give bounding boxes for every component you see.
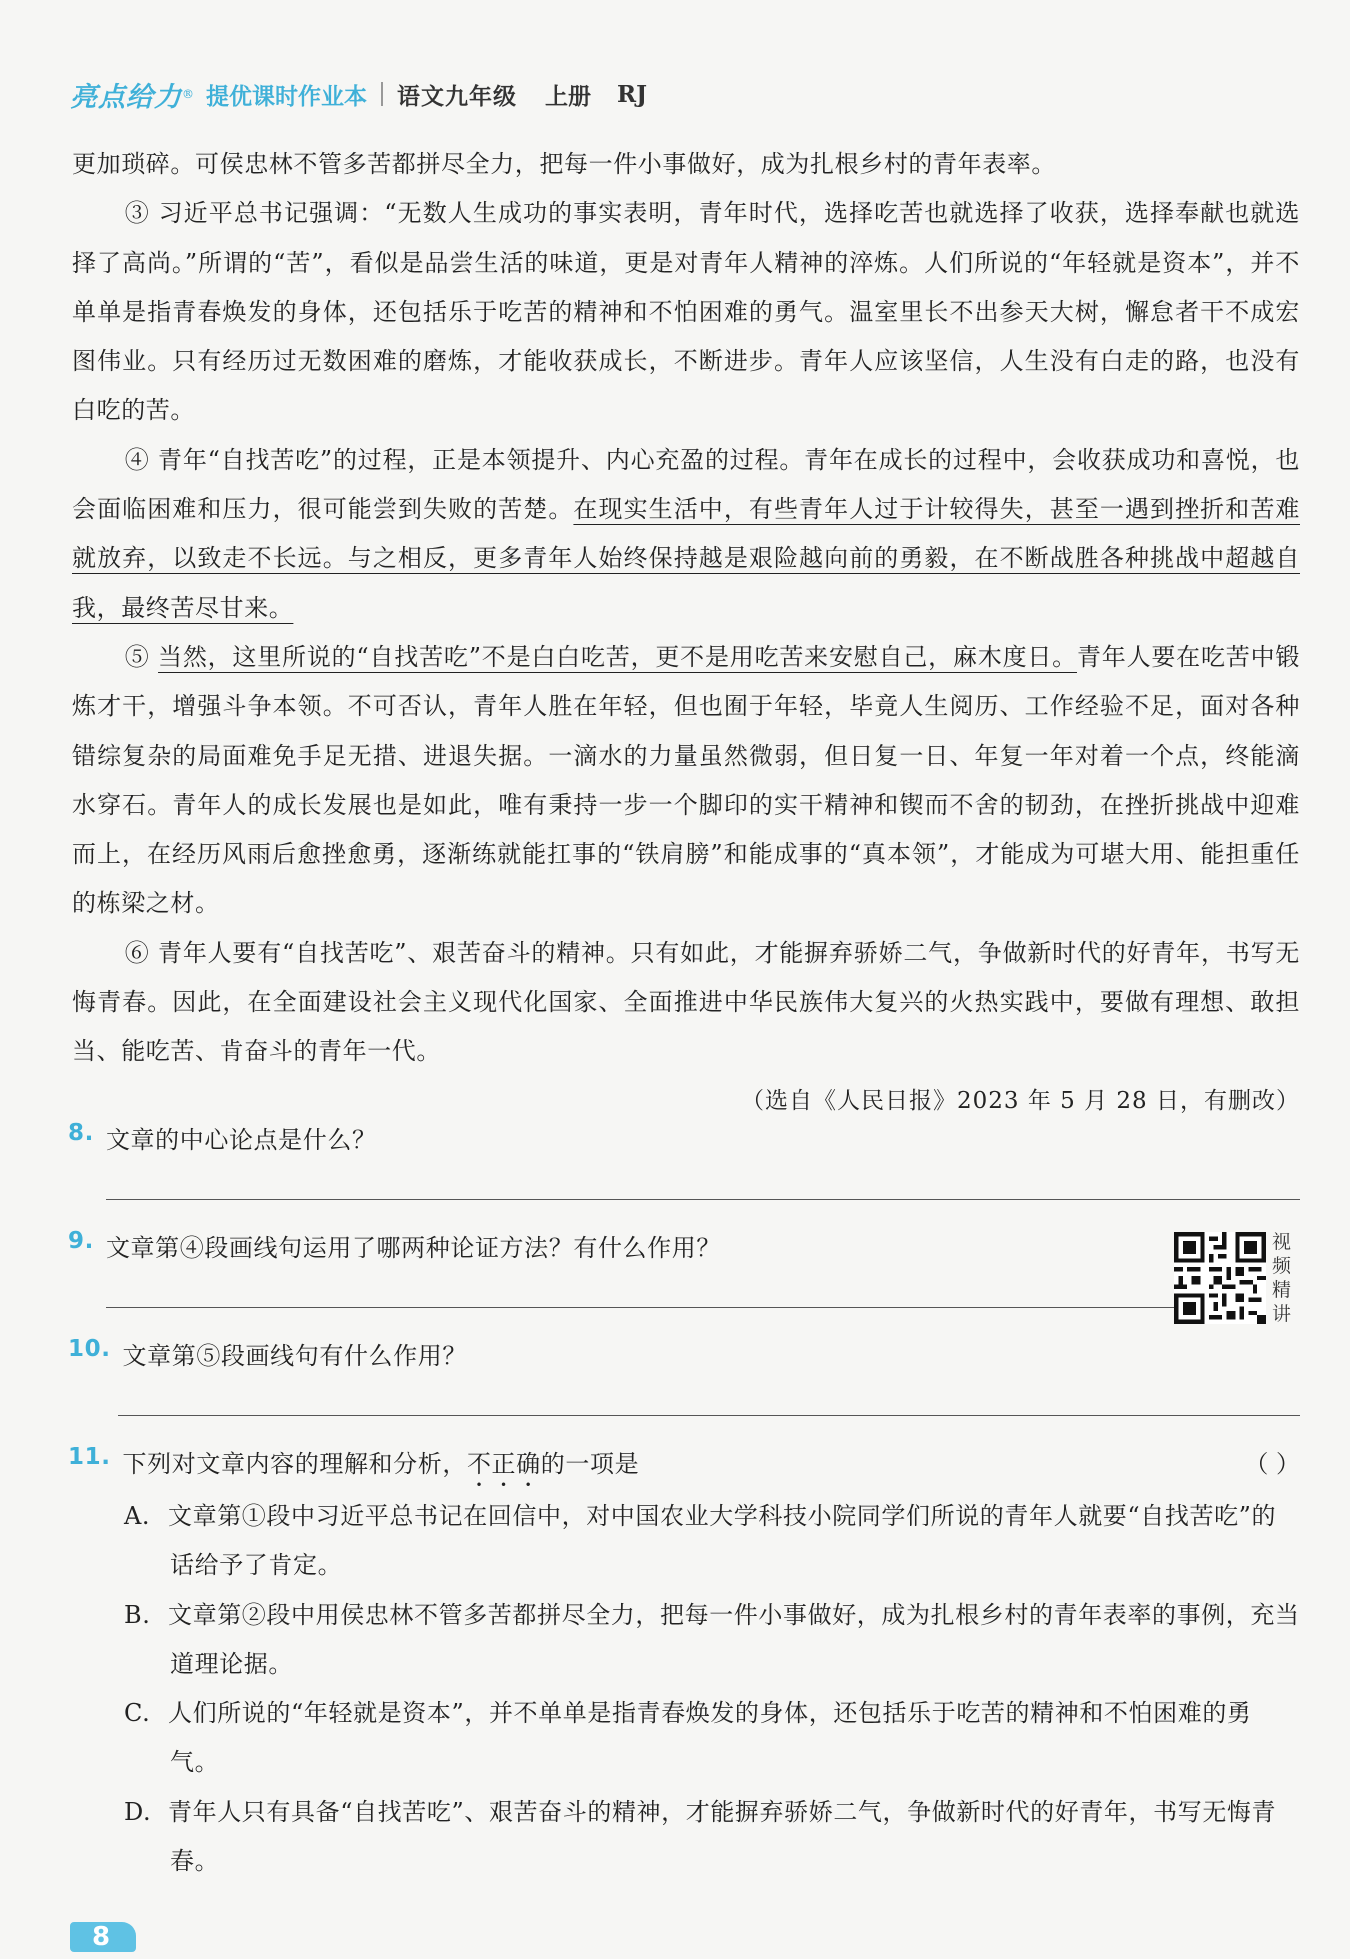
answer-line-8[interactable] [106, 1198, 1300, 1200]
answer-line-10[interactable] [118, 1414, 1300, 1416]
header-divider [381, 82, 383, 106]
answer-line-9[interactable] [106, 1306, 1180, 1308]
paragraph-4-underlined-sentence: 在现实生活中，有些青年人过于计较得失，甚至一遇到挫折和苦难就放弃，以致走不长远。与之相反，更多青年人始终保持越是艰险越向前的勇毅，在不断战胜各种挑战中超越自我，最终苦尽甘来。 [72, 495, 1300, 622]
page-header [70, 74, 647, 114]
option-b[interactable] [118, 1591, 1300, 1690]
question-11-text-b: 的一项是 [540, 1450, 640, 1478]
option-c-text: 人们所说的“年轻就是资本”，并不单单是指青春焕发的身体，还包括乐于吃苦的精神和不怕困难的勇气。 [168, 1699, 1252, 1777]
option-b-text: 文章第②段中用侯忠林不管多苦都拼尽全力，把每一件小事做好，成为扎根乡村的青年表率的事例，充当道理论据。 [168, 1600, 1300, 1678]
question-10-text: 文章第⑤段画线句有什么作用？ [122, 1342, 467, 1370]
paragraph-6: ⑥ 青年人要有“自找苦吃”、艰苦奋斗的精神。只有如此，才能摒弃骄娇二气，争做新时代的好青年，书写无悔青春。因此，在全面建设社会主义现代化国家、全面推进中华民族伟大复兴的火热实践中，要做有理想、敢担当、能吃苦、肯奋斗的青年一代。 [72, 938, 1300, 1066]
question-11 [68, 1444, 1300, 1886]
question-11-options [68, 1492, 1300, 1886]
paragraph-5 [72, 633, 1300, 929]
option-c[interactable] [118, 1689, 1300, 1788]
series-title: 提优课时作业本 [206, 83, 367, 110]
questions-section [68, 1120, 1300, 1886]
question-11-emphasis: 不正确 [466, 1450, 541, 1478]
edition-label: RJ [617, 80, 647, 108]
question-8-text: 文章的中心论点是什么？ [105, 1126, 377, 1154]
paragraph-5-number: ⑤ [124, 642, 159, 671]
question-8 [68, 1120, 1300, 1160]
paragraph-5-underlined-sentence: 当然，这里所说的“自找苦吃”不是白白吃苦，更不是用吃苦来安慰自己，麻木度日。 [158, 642, 1077, 671]
paragraph-5-text: 青年人要在吃苦中锻炼才干，增强斗争本领。不可否认，青年人胜在年轻，但也囿于年轻，毕竟人生阅历、工作经验不足，面对各种错综复杂的局面难免手足无措、进退失据。一滴水的力量虽然微弱，但日复一日、年复一年对着一个点，终能滴水穿石。青年人的成长发展也是如此，唯有秉持一步一个脚印的实干精神和锲而不舍的韧劲，在挫折挑战中迎难而上，在经历风雨后愈挫愈勇，逐渐练就能扛事的“铁肩膀”和能成事的“真本领”，才能成为可堪大用、能担重任的栋梁之材。 [72, 642, 1300, 918]
option-a-text: 文章第①段中习近平总书记在回信中，对中国农业大学科技小院同学们所说的青年人就要“自找苦吃”的话给予了肯定。 [168, 1502, 1277, 1580]
question-9-text: 文章第④段画线句运用了哪两种论证方法？有什么作用？ [105, 1234, 721, 1262]
question-9-number: 9. [68, 1228, 94, 1254]
question-10 [68, 1336, 1300, 1376]
article-source: （选自《人民日报》2023 年 5 月 28 日，有删改） [741, 1087, 1300, 1114]
question-10-number: 10. [68, 1336, 111, 1362]
option-b-letter: B. [124, 1600, 151, 1629]
question-8-number: 8. [68, 1120, 94, 1146]
brand-logo: 亮点给力 [70, 81, 182, 113]
option-c-letter: C. [124, 1699, 151, 1728]
page-number-badge: 8 [70, 1922, 136, 1952]
qr-caption: 视频精讲 [1272, 1231, 1292, 1325]
volume-label: 上册 [545, 83, 591, 110]
question-11-text-a: 下列对文章内容的理解和分析， [122, 1450, 467, 1478]
paragraph-4 [72, 436, 1300, 633]
question-9 [68, 1228, 1300, 1268]
paragraph-4-text: ④ 青年“自找苦吃”的过程，正是本领提升、内心充盈的过程。青年在成长的过程中，会收获成功和喜悦，也会面临困难和压力，很可能尝到失败的苦楚。 [72, 445, 1300, 524]
question-11-stem [68, 1444, 1300, 1484]
brand-registered-mark: ® [182, 87, 194, 101]
option-d[interactable] [118, 1788, 1300, 1887]
option-a[interactable] [118, 1492, 1300, 1591]
qr-code-icon[interactable] [1174, 1232, 1266, 1324]
article-body [72, 140, 1300, 1126]
question-11-number: 11. [68, 1444, 111, 1470]
option-d-text: 青年人只有具备“自找苦吃”、艰苦奋斗的精神，才能摒弃骄娇二气，争做新时代的好青年，书写无悔青春。 [168, 1797, 1277, 1876]
paragraph-3: ③ 习近平总书记强调：“无数人生成功的事实表明，青年时代，选择吃苦也就选择了收获，选择奉献也就选择了高尚。”所谓的“苦”，看似是品尝生活的味道，更是对青年人精神的淬炼。人们所说的“年轻就是资本”，并不单单是指青春焕发的身体，还包括乐于吃苦的精神和不怕困难的勇气。温室里长不出参天大树，懈怠者干不成宏图伟业。只有经历过无数困难的磨炼，才能收获成长，不断进步。青年人应该坚信，人生没有白走的路，也没有白吃的苦。 [72, 199, 1300, 425]
subject-grade: 语文九年级 [397, 83, 517, 110]
option-d-letter: D. [124, 1797, 152, 1826]
paragraph-2-continued: 更加琐碎。可侯忠林不管多苦都拼尽全力，把每一件小事做好，成为扎根乡村的青年表率。 [72, 150, 1056, 178]
answer-bracket[interactable]: （ ） [1244, 1450, 1300, 1478]
option-a-letter: A. [124, 1502, 151, 1530]
